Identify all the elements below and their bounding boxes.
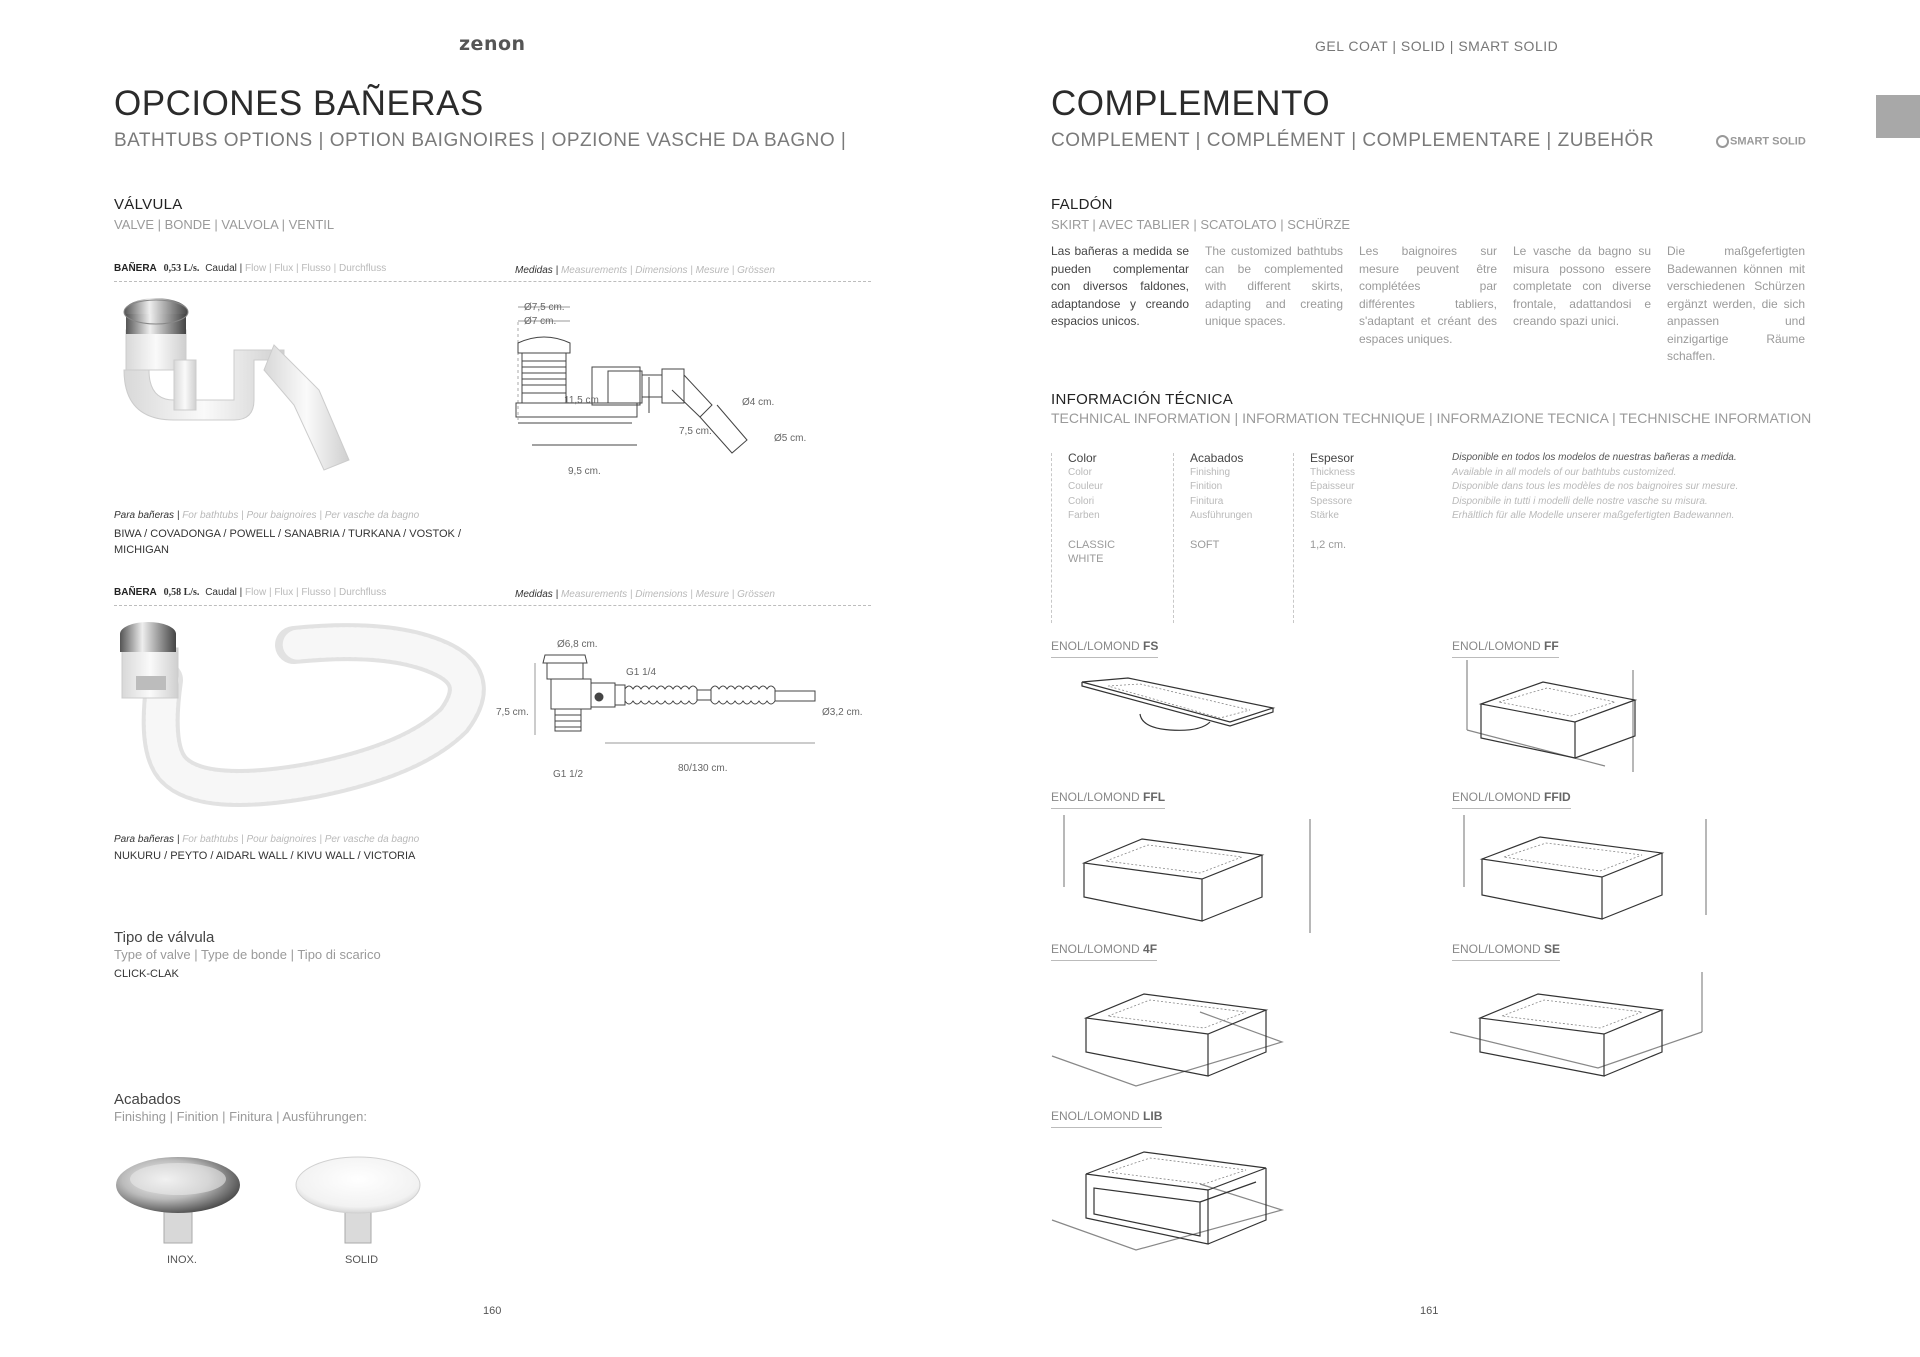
skirt-text-fr: Les baignoires sur mesure peuvent être complétées par différentes tabliers, s'adaptant et créant des espaces uniques.	[1359, 244, 1497, 346]
row1-dim-0: Ø7,5 cm.	[524, 302, 565, 313]
valve-type-value: CLICK-CLAK	[114, 968, 179, 980]
row1-measures-trans: Measurements | Dimensions | Mesure | Grössen	[560, 265, 775, 276]
tech-trans: Spessore	[1310, 495, 1353, 507]
row1-dim-3: 7,5 cm.	[679, 426, 712, 437]
row1-caudal-trans: Flow | Flux | Flusso | Durchfluss	[245, 263, 387, 274]
availability-line: Erhältlich für alle Modelle unserer maßgefertigten Badewannen.	[1452, 510, 1735, 521]
row1-models: BIWA / COVADONGA / POWELL / SANABRIA / TURKANA / VOSTOK / MICHIGAN	[114, 528, 461, 556]
row2-dim-0: Ø6,8 cm.	[557, 639, 598, 650]
valve-subtitle: VALVE | BONDE | VALVOLA | VENTIL	[114, 217, 335, 232]
row2-header	[114, 587, 386, 598]
tech-col-divider	[1293, 453, 1294, 623]
model-ff-label	[1452, 639, 1559, 658]
row2-caudal-trans: Flow | Flux | Flusso | Durchfluss	[245, 587, 387, 598]
row2-measures-trans: Measurements | Dimensions | Mesure | Grössen	[560, 589, 775, 600]
page-subtitle: BATHTUBS OPTIONS | OPTION BAIGNOIRES | OPZIONE VASCHE DA BAGNO |	[114, 130, 847, 151]
model-code: FF	[1544, 639, 1559, 653]
tech-trans: Colori	[1068, 495, 1095, 507]
model-prefix: ENOL/LOMOND	[1051, 1109, 1140, 1123]
availability-line: Available in all models of our bathtubs customized.	[1452, 466, 1677, 478]
tech-head: Acabados	[1190, 451, 1244, 465]
row2-caudal: Caudal |	[205, 587, 243, 598]
row1-for-label: Para bañeras |	[114, 510, 180, 521]
availability-line: Disponibile in tutti i modelli delle nostre vasche su misura.	[1452, 495, 1708, 507]
page-title: OPCIONES BAÑERAS	[114, 84, 484, 123]
tech-title: INFORMACIÓN TÉCNICA	[1051, 391, 1234, 408]
model-se-label	[1452, 942, 1560, 961]
row1-divider	[114, 281, 871, 282]
model-lib-drawing	[1050, 1140, 1290, 1265]
page-number-right: 161	[1420, 1305, 1439, 1317]
row1-dim-1: Ø7 cm.	[524, 316, 557, 327]
skirt-title: FALDÓN	[1051, 196, 1113, 213]
finishes-title: Acabados	[114, 1091, 181, 1108]
drain-photo-2	[114, 620, 484, 810]
row2-models: NUKURU / PEYTO / AIDARL WALL / KIVU WALL / VICTORIA	[114, 850, 416, 862]
model-code: FS	[1143, 639, 1159, 653]
skirt-subtitle: SKIRT | AVEC TABLIER | SCATOLATO | SCHÜRZE	[1051, 217, 1351, 232]
model-code: SE	[1544, 942, 1561, 956]
model-prefix: ENOL/LOMOND	[1051, 942, 1140, 956]
model-ff-drawing	[1465, 660, 1705, 780]
skirt-text-en: The customized bathtubs can be complemented with different skirts, adapting and creating unique spaces.	[1205, 244, 1343, 328]
model-code: FFL	[1143, 790, 1166, 804]
finish-inox-label: INOX.	[167, 1254, 197, 1266]
row2-for-trans: For bathtubs | Pour baignoires | Per vasche da bagno	[182, 834, 420, 845]
skirt-text-de: Die maßgefertigten Badewannen können mit verschiedenen Schürzen ergänzt werden, die sich anpassen und einzigartige Räume schaffen.	[1667, 244, 1805, 363]
row2-dim-1: G1 1/4	[626, 667, 657, 678]
row1-dim-6: Ø5 cm.	[774, 433, 807, 444]
page-number-left: 160	[483, 1305, 502, 1317]
complement-title: COMPLEMENTO	[1051, 84, 1331, 123]
brand-logo: zenon	[459, 33, 526, 55]
model-prefix: ENOL/LOMOND	[1051, 639, 1140, 653]
header-tags: GEL COAT | SOLID | SMART SOLID	[1315, 38, 1559, 54]
model-prefix: ENOL/LOMOND	[1452, 790, 1541, 804]
valve-type-title: Tipo de válvula	[114, 929, 215, 946]
tech-col-divider	[1051, 453, 1052, 623]
model-code: LIB	[1143, 1109, 1163, 1123]
tech-col-thickness	[1310, 451, 1355, 552]
tech-col-divider	[1173, 453, 1174, 623]
row2-measures	[515, 589, 775, 600]
skirt-text-it: Le vasche da bagno su misura possono essere completate con diverse frontale, adattandosi e creando spazi unici.	[1513, 244, 1651, 328]
row1-header	[114, 263, 386, 274]
tech-value: WHITE	[1068, 553, 1104, 565]
model-se-drawing	[1448, 972, 1708, 1092]
tech-trans: Farben	[1068, 510, 1100, 521]
finishes-subtitle: Finishing | Finition | Finitura | Ausführungen:	[114, 1109, 367, 1124]
model-prefix: ENOL/LOMOND	[1452, 942, 1541, 956]
finish-solid-image	[295, 1155, 425, 1255]
availability-line: Disponible en todos los modelos de nuestras bañeras a medida.	[1452, 452, 1737, 463]
tech-subtitle: TECHNICAL INFORMATION | INFORMATION TECHNIQUE | INFORMAZIONE TECNICA | TECHNISCHE INFORMATION	[1051, 410, 1812, 426]
model-ffid-label	[1452, 790, 1571, 809]
skirt-text-es: Las bañeras a medida se pueden complementar con diversos faldones, adaptandose y creando espacios unicos.	[1051, 244, 1189, 328]
drain-drawing-2	[495, 635, 885, 785]
row2-label: BAÑERA	[114, 587, 157, 598]
row1-dim-5: Ø4 cm.	[742, 397, 775, 408]
row2-dim-4: G1 1/2	[553, 769, 584, 780]
finish-solid-label: SOLID	[345, 1254, 379, 1266]
model-prefix: ENOL/LOMOND	[1051, 790, 1140, 804]
tech-trans: Ausführungen	[1190, 510, 1253, 521]
model-4f-drawing	[1050, 972, 1290, 1092]
row1-measures	[515, 265, 775, 276]
row1-flow: 0,53 L/s.	[163, 263, 200, 274]
row2-dim-3: Ø3,2 cm.	[822, 707, 863, 718]
model-ffid-drawing	[1462, 815, 1722, 940]
model-ffl-drawing	[1062, 815, 1322, 940]
tech-trans: Épaisseur	[1310, 481, 1355, 492]
valve-type-subtitle: Type of valve | Type de bonde | Tipo di scarico	[114, 947, 381, 962]
tech-trans: Couleur	[1068, 481, 1104, 492]
row2-dim-2: 7,5 cm.	[496, 707, 529, 718]
row1-dim-4: 9,5 cm.	[568, 466, 601, 477]
finish-inox-image	[118, 1155, 248, 1255]
side-tab	[1876, 95, 1920, 138]
tech-trans: Finition	[1190, 481, 1223, 492]
availability-line: Disponible dans tous les modèles de nos baignoires sur mesure.	[1452, 481, 1739, 492]
row2-for	[114, 834, 419, 845]
tech-head: Espesor	[1310, 451, 1355, 465]
tech-value: 1,2 cm.	[1310, 538, 1347, 551]
model-fs-drawing	[1080, 670, 1280, 770]
drain-drawing-1	[512, 295, 842, 485]
smart-solid-circle-icon	[1716, 135, 1729, 148]
row1-for-trans: For bathtubs | Pour baignoires | Per vasche da bagno	[182, 510, 420, 521]
smart-solid-badge	[1716, 135, 1806, 148]
smart-solid-label: SMART SOLID	[1730, 135, 1806, 148]
complement-subtitle: COMPLEMENT | COMPLÉMENT | COMPLEMENTARE | ZUBEHÖR	[1051, 130, 1655, 151]
drain-photo-1	[114, 290, 384, 490]
row1-dim-2: 11,5 cm	[564, 395, 599, 406]
tech-value: CLASSIC	[1068, 538, 1116, 551]
model-4f-label	[1051, 942, 1157, 961]
row2-for-label: Para bañeras |	[114, 834, 180, 845]
row2-measures-label: Medidas |	[515, 589, 559, 600]
tech-trans: Color	[1068, 466, 1092, 478]
tech-trans: Finitura	[1190, 495, 1224, 507]
row1-measures-label: Medidas |	[515, 265, 559, 276]
row1-for	[114, 510, 419, 521]
tech-col-finish	[1190, 451, 1252, 552]
model-code: 4F	[1143, 942, 1158, 956]
model-fs-label	[1051, 639, 1158, 658]
model-prefix: ENOL/LOMOND	[1452, 639, 1541, 653]
tech-head: Color	[1068, 451, 1097, 465]
tech-trans: Finishing	[1190, 466, 1231, 478]
tech-trans: Stärke	[1310, 510, 1339, 521]
valve-title: VÁLVULA	[114, 196, 183, 213]
row2-divider	[114, 605, 871, 606]
row2-dim-5: 80/130 cm.	[678, 763, 728, 774]
model-ffl-label	[1051, 790, 1165, 809]
model-lib-label	[1051, 1109, 1162, 1128]
availability-note	[1452, 451, 1738, 524]
tech-col-color	[1068, 451, 1115, 567]
model-code: FFID	[1544, 790, 1571, 804]
row2-flow: 0,58 L/s.	[163, 587, 200, 598]
tech-value: SOFT	[1190, 538, 1220, 551]
row1-caudal: Caudal |	[205, 263, 243, 274]
tech-trans: Thickness	[1310, 466, 1356, 478]
row1-label: BAÑERA	[114, 263, 157, 274]
